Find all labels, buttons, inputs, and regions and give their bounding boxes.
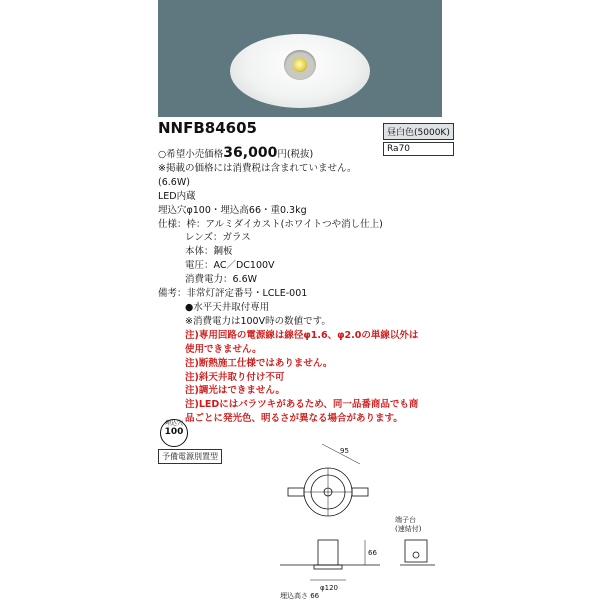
red-note-1: 注)専用回路の電源線は線径φ1.6、φ2.0の単線以外は bbox=[185, 329, 419, 341]
spec-frame: 仕様：枠：アルミダイカスト(ホワイトつや消し仕上) bbox=[158, 218, 383, 230]
emergency-power-label: 予備電源別置型 bbox=[158, 449, 222, 464]
spec-voltage: 電圧：AC／DC100V bbox=[185, 260, 275, 272]
left-spring bbox=[288, 488, 304, 496]
terminal-label: 端子台 bbox=[395, 516, 416, 524]
red-note-3: 注)斜天井取り付け不可 bbox=[185, 371, 285, 383]
right-spring bbox=[352, 488, 368, 496]
red-note-4: 注)調光はできません。 bbox=[185, 385, 285, 397]
terminal-body bbox=[405, 540, 427, 562]
side-body bbox=[318, 540, 338, 565]
embed-height-label: 埋込高さ 66 bbox=[280, 592, 320, 600]
spec-body: 本体：鋼板 bbox=[185, 246, 233, 258]
product-photo bbox=[158, 0, 442, 117]
dim-height-label: 66 bbox=[368, 549, 377, 557]
spec-block bbox=[158, 147, 448, 426]
tax-note: ※掲載の価格には消費税は含まれていません。 bbox=[158, 162, 357, 174]
downlight-fixture bbox=[230, 34, 370, 108]
notes-label: 備考：非常灯評定番号・LCLE-001 bbox=[158, 288, 308, 300]
color-temp-badge: 昼白色(5000K) bbox=[383, 123, 454, 140]
side-view bbox=[280, 540, 380, 580]
dimensions-line: 埋込穴φ100・埋込高66・重0.3kg bbox=[158, 204, 307, 216]
price-prefix: ○希望小売価格 bbox=[158, 149, 224, 160]
price-amount: 36,000 bbox=[223, 145, 278, 161]
watt-note: (6.6W) bbox=[158, 176, 190, 188]
dim-top-label: 95 bbox=[340, 447, 349, 455]
dim-dia-label: φ120 bbox=[320, 584, 338, 592]
led-lens bbox=[293, 58, 307, 72]
red-note-5b: 品ごとに発光色、明るさが異なる場合があります。 bbox=[185, 413, 403, 425]
led-line: LED内蔵 bbox=[158, 190, 196, 202]
cutout-diameter-icon bbox=[160, 419, 188, 447]
dimension-drawing bbox=[270, 440, 450, 600]
spec-power: 消費電力：6.6W bbox=[185, 274, 258, 286]
model-number: NNFB84605 bbox=[158, 119, 257, 137]
side-rim bbox=[314, 565, 342, 569]
top-view bbox=[288, 444, 368, 516]
note-horizontal: ●水平天井取付専用 bbox=[185, 301, 270, 313]
red-note-1b: 使用できません。 bbox=[185, 343, 262, 355]
lens-ring bbox=[284, 50, 316, 80]
price-row bbox=[158, 147, 448, 162]
terminal-sub-label: (速結付) bbox=[395, 525, 422, 533]
cutout-icon-label: 埋込穴 bbox=[164, 420, 183, 427]
price-suffix: 円(税抜) bbox=[277, 149, 314, 160]
note-power: ※消費電力は100V時の数値です。 bbox=[185, 315, 331, 327]
terminal-screw bbox=[413, 552, 419, 558]
terminal-view bbox=[400, 540, 435, 565]
red-note-5: 注)LEDにはバラツキがあるため、同一品番商品でも商 bbox=[185, 399, 419, 411]
ra-badge: Ra70 bbox=[383, 142, 454, 156]
red-note-2: 注)断熱施工仕様ではありません。 bbox=[185, 357, 333, 369]
cutout-icon-number: 100 bbox=[164, 427, 184, 437]
spec-lens: レンズ：ガラス bbox=[185, 232, 251, 244]
